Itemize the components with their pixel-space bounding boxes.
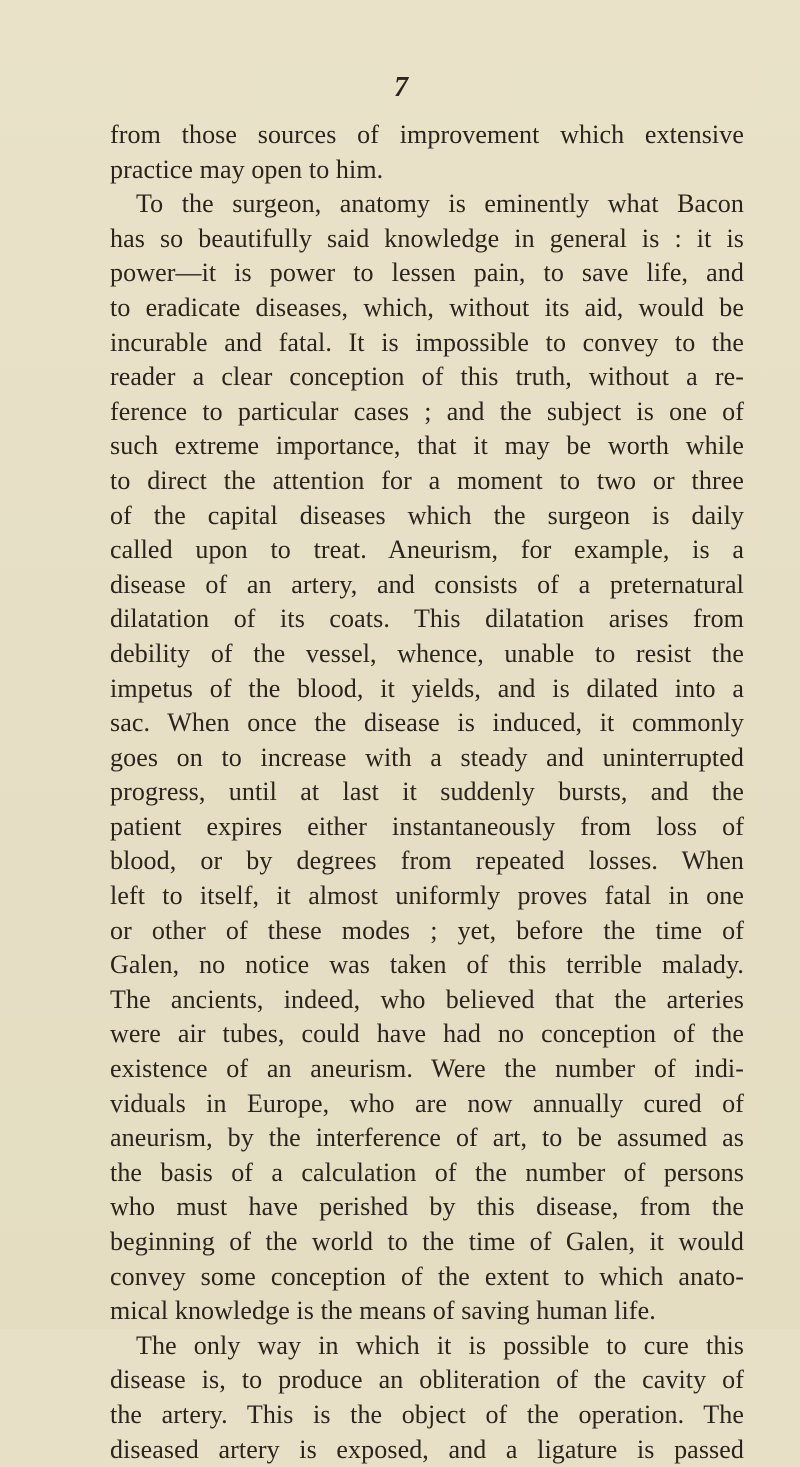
text-line: practice may open to him. xyxy=(110,154,384,184)
text-line: to eradicate diseases, which, without its aid, would be xyxy=(110,292,744,322)
page-number: 7 xyxy=(394,72,408,103)
text-line: power—it is power to lessen pain, to save life, and xyxy=(110,258,744,288)
text-line: impetus of the blood, it yields, and is dilated into a xyxy=(110,673,744,703)
text-line: the artery. This is the object of the operation. The xyxy=(110,1399,744,1429)
text-line: ference to particular cases ; and the subject is one of xyxy=(110,396,744,426)
text-line: disease is, to produce an obliteration of the cavity of xyxy=(110,1365,744,1395)
text-line: left to itself, it almost uniformly proves fatal in one xyxy=(110,881,744,911)
text-line: the basis of a calculation of the number of persons xyxy=(110,1157,744,1187)
text-line: sac. When once the disease is induced, it commonly xyxy=(110,708,744,738)
text-line: patient expires either instantaneously from loss of xyxy=(110,811,744,841)
text-line: to direct the attention for a moment to two or three xyxy=(110,465,744,495)
text-line: debility of the vessel, whence, unable to resist the xyxy=(110,638,744,668)
text-line: The ancients, indeed, who believed that the arteries xyxy=(110,984,744,1014)
text-line: progress, until at last it suddenly bursts, and the xyxy=(110,777,744,807)
text-line: such extreme importance, that it may be worth while xyxy=(110,431,744,461)
text-line: beginning of the world to the time of Galen, it would xyxy=(110,1227,744,1256)
text-line: or other of these modes ; yet, before the time of xyxy=(110,915,744,945)
text-line: The only way in which it is possible to cure this xyxy=(136,1330,744,1360)
text-line: who must have perished by this disease, from the xyxy=(110,1192,744,1222)
text-line: diseased artery is exposed, and a ligature is passed xyxy=(110,1434,744,1464)
text-line: dilatation of its coats. This dilatation arises from xyxy=(110,604,744,634)
text-line: of the capital diseases which the surgeon is daily xyxy=(110,500,744,530)
text-line: goes on to increase with a steady and uninterrupted xyxy=(110,742,744,772)
text-line: has so beautifully said knowledge in general is : it is xyxy=(110,223,744,253)
text-line: convey some conception of the extent to which anato- xyxy=(110,1261,744,1291)
text-line: viduals in Europe, who are now annually cured of xyxy=(110,1088,744,1118)
text-line: existence of an aneurism. Were the number of indi- xyxy=(110,1054,744,1084)
text-line: incurable and fatal. It is impossible to convey to the xyxy=(110,327,744,357)
text-line: mical knowledge is the means of saving human life. xyxy=(110,1296,656,1326)
text-line: Galen, no notice was taken of this terrible malady. xyxy=(110,950,744,980)
text-line: from those sources of improvement which extensive xyxy=(110,120,744,149)
text-line: called upon to treat. Aneurism, for example, is a xyxy=(110,535,744,565)
text-line: were air tubes, could have had no conception of the xyxy=(110,1019,744,1049)
text-line: blood, or by degrees from repeated losses. When xyxy=(110,846,744,876)
text-line: To the surgeon, anatomy is eminently what Bacon xyxy=(136,189,744,219)
text-line: aneurism, by the interference of art, to be assumed as xyxy=(110,1123,744,1153)
text-line: disease of an artery, and consists of a preternatural xyxy=(110,569,744,599)
text-line: reader a clear conception of this truth, without a re- xyxy=(110,362,744,392)
body-text xyxy=(110,118,744,1467)
